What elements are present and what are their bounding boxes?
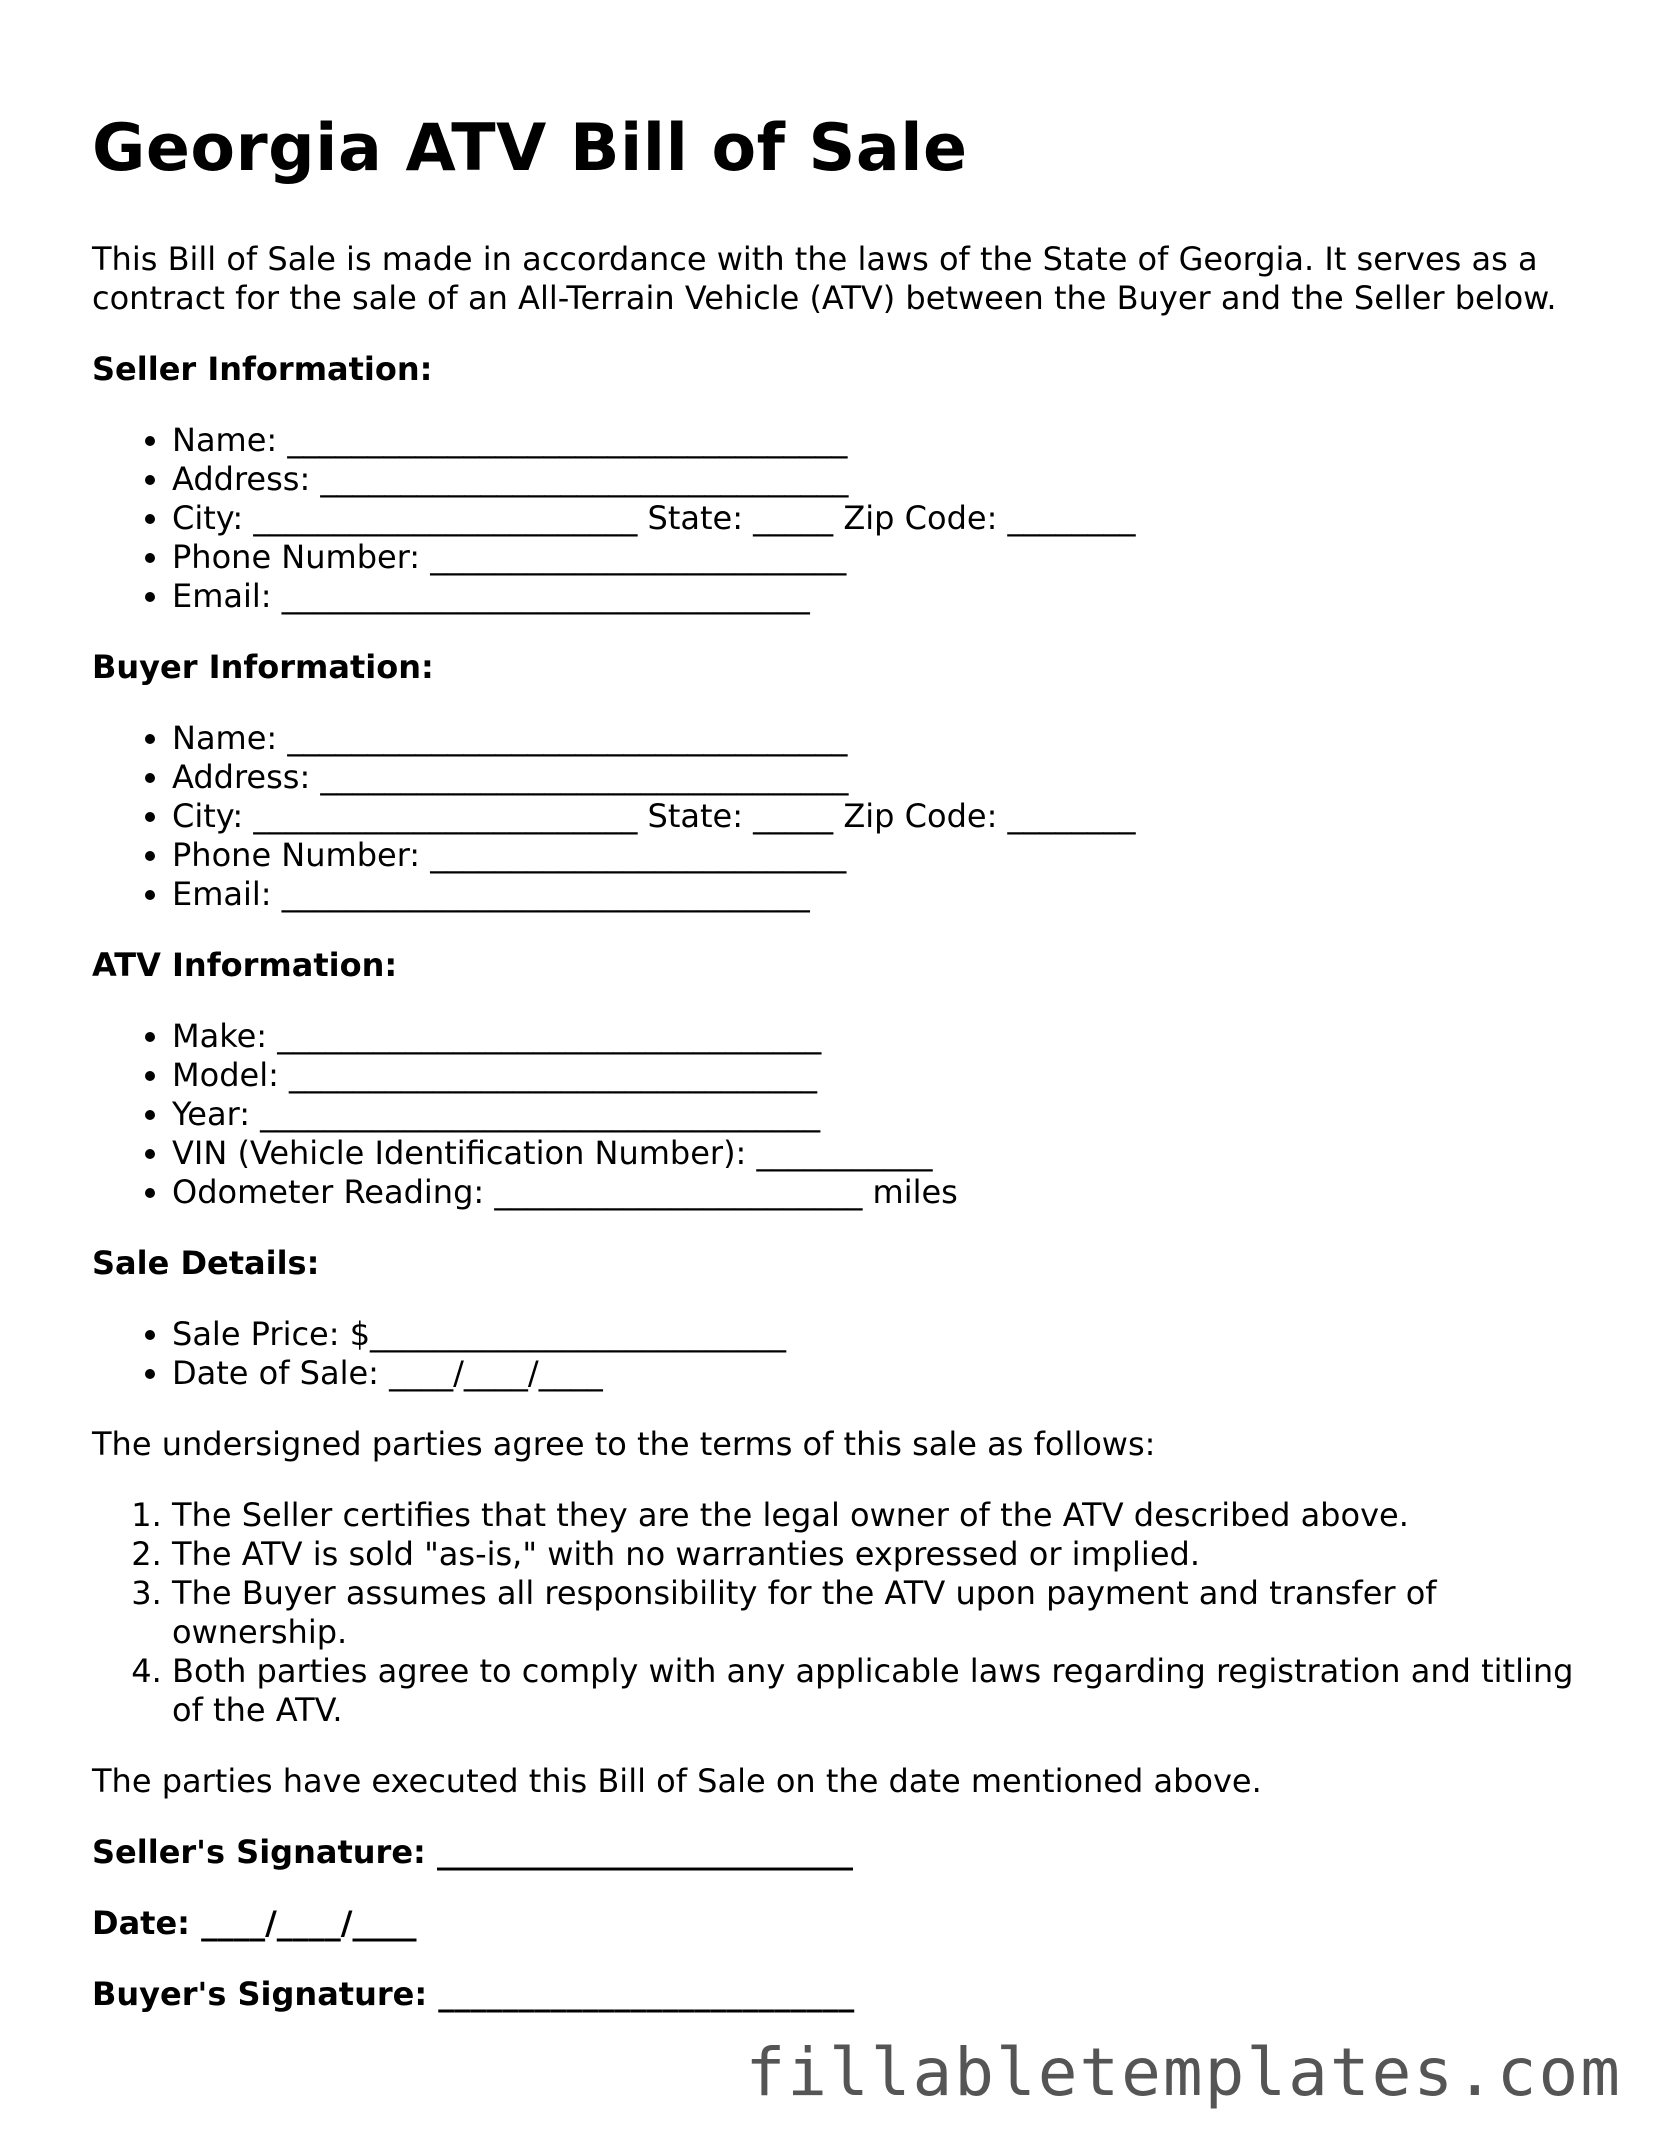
atv-year-field[interactable]: • Year: ___________________________________ [172, 1095, 1592, 1134]
buyer-field-list [92, 719, 1592, 914]
atv-make-field[interactable]: • Make: __________________________________ [172, 1017, 1592, 1056]
seller-name-field[interactable]: • Name: ___________________________________ [172, 421, 1592, 460]
buyer-name-field[interactable]: • Name: ___________________________________ [172, 719, 1592, 758]
atv-model-field[interactable]: • Model: _________________________________ [172, 1056, 1592, 1095]
sale-section-heading: Sale Details: [92, 1244, 320, 1282]
sale-price-field[interactable]: • Sale Price: $__________________________ [172, 1315, 1592, 1354]
buyer-city-state-zip-field[interactable]: • City: ________________________ State: _____ Zip Code: ________ [172, 797, 1592, 836]
watermark: fillabletemplates.com [745, 2034, 1622, 2111]
buyer-address-field[interactable]: • Address: _________________________________ [172, 758, 1592, 797]
buyer-section-heading: Buyer Information: [92, 648, 434, 686]
term-item: 3. The Buyer assumes all responsibility for the ATV upon payment and transfer of ownership. [172, 1574, 1592, 1652]
term-item: 2. The ATV is sold "as-is," with no warranties expressed or implied. [172, 1535, 1592, 1574]
seller-field-list [92, 421, 1592, 616]
sale-field-list [92, 1315, 1592, 1393]
sale-date-field[interactable]: • Date of Sale: ____/____/____ [172, 1354, 1592, 1393]
intro-paragraph: This Bill of Sale is made in accordance with the laws of the State of Georgia. It serves as a contract for the sale of an All-Terrain Vehicle (ATV) between the Buyer and the Seller below. [92, 240, 1557, 317]
terms-intro: The undersigned parties agree to the terms of this sale as follows: [92, 1425, 1156, 1463]
seller-city-state-zip-field[interactable]: • City: ________________________ State: _____ Zip Code: ________ [172, 499, 1592, 538]
atv-odometer-field[interactable]: • Odometer Reading: _______________________ miles [172, 1173, 1592, 1212]
seller-phone-field[interactable]: • Phone Number: __________________________ [172, 538, 1592, 577]
seller-email-field[interactable]: • Email: _________________________________ [172, 577, 1592, 616]
buyer-phone-field[interactable]: • Phone Number: __________________________ [172, 836, 1592, 875]
atv-field-list [92, 1017, 1592, 1212]
buyer-email-field[interactable]: • Email: _________________________________ [172, 875, 1592, 914]
signature-date-line[interactable]: Date: ____/____/____ [92, 1904, 417, 1942]
atv-vin-field[interactable]: • VIN (Vehicle Identification Number): ___________ [172, 1134, 1592, 1173]
seller-signature-line[interactable]: Seller's Signature: __________________________ [92, 1833, 853, 1871]
document-page [92, 110, 1592, 2014]
term-item: 4. Both parties agree to comply with any applicable laws regarding registration and titling of the ATV. [172, 1652, 1592, 1730]
seller-address-field[interactable]: • Address: _________________________________ [172, 460, 1592, 499]
atv-section-heading: ATV Information: [92, 946, 398, 984]
document-title: Georgia ATV Bill of Sale [92, 111, 968, 186]
term-item: 1. The Seller certifies that they are the legal owner of the ATV described above. [172, 1496, 1592, 1535]
execution-statement: The parties have executed this Bill of Sale on the date mentioned above. [92, 1762, 1262, 1800]
seller-section-heading: Seller Information: [92, 350, 433, 388]
terms-list [92, 1496, 1592, 1730]
buyer-signature-line[interactable]: Buyer's Signature: __________________________ [92, 1975, 855, 2013]
